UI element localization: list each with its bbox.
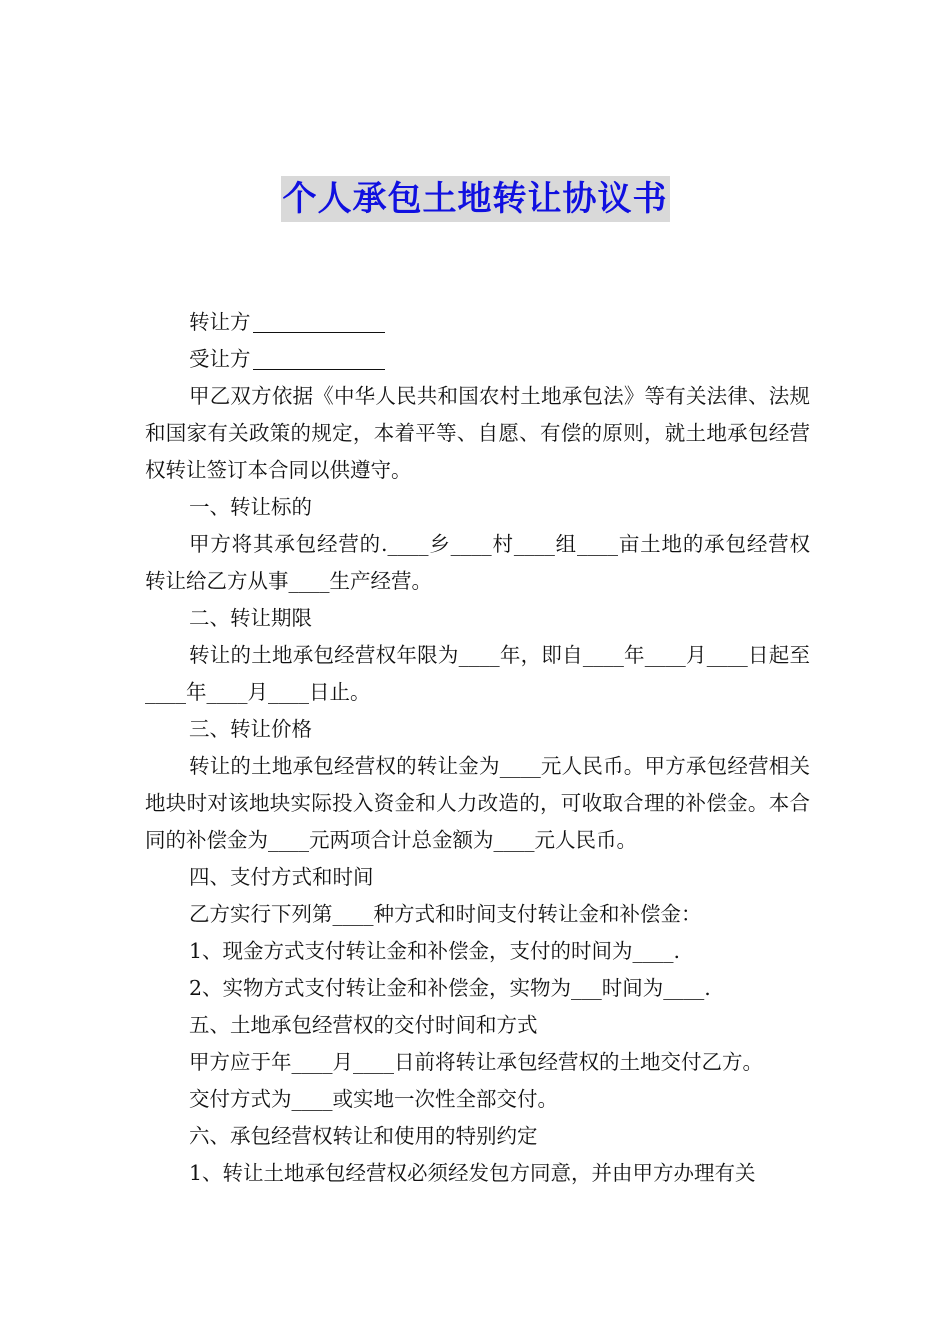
transferee-blank	[253, 345, 385, 370]
section-2-paragraph: 转让的土地承包经营权年限为____年，即自____年____月____日起至____年____月____日止。	[145, 643, 810, 704]
section-1-paragraph: 甲方将其承包经营的.____乡____村____组____亩土地的承包经营权转让给乙方从事____生产经营。	[145, 532, 810, 593]
transferee-label: 受让方	[189, 347, 251, 371]
section-3-paragraph: 转让的土地承包经营权的转让金为____元人民币。甲方承包经营相关地块时对该地块实际投入资金和人力改造的，可收取合理的补偿金。本合同的补偿金为____元两项合计总金额为____元人民币。	[145, 754, 810, 852]
section-heading-1: 一、转让标的	[189, 495, 312, 519]
document-body	[145, 304, 810, 1192]
section-heading-3: 三、转让价格	[189, 717, 312, 741]
title-container	[0, 176, 950, 222]
section-heading-4: 四、支付方式和时间	[189, 865, 374, 889]
transferor-field	[145, 304, 810, 341]
section-5-paragraph-2: 交付方式为____或实地一次性全部交付。	[189, 1087, 558, 1111]
section-6-item-1: 1、转让土地承包经营权必须经发包方同意，并由甲方办理有关	[189, 1161, 756, 1185]
section-heading-2: 二、转让期限	[189, 606, 312, 630]
section-4-item-1: 1、现金方式支付转让金和补偿金，支付的时间为____.	[189, 939, 681, 963]
preamble-paragraph: 甲乙双方依据《中华人民共和国农村土地承包法》等有关法律、法规和国家有关政策的规定，本着平等、自愿、有偿的原则，就土地承包经营权转让签订本合同以供遵守。	[145, 384, 810, 482]
transferor-label: 转让方	[189, 310, 251, 334]
section-4-item-2: 2、实物方式支付转让金和补偿金，实物为___时间为____.	[189, 976, 711, 1000]
transferor-blank	[253, 308, 385, 333]
section-heading-5: 五、土地承包经营权的交付时间和方式	[189, 1013, 538, 1037]
section-5-paragraph-1: 甲方应于年____月____日前将转让承包经营权的土地交付乙方。	[189, 1050, 763, 1074]
transferee-field	[145, 341, 810, 378]
document-title: 个人承包土地转让协议书	[281, 176, 670, 222]
section-4-paragraph: 乙方实行下列第____种方式和时间支付转让金和补偿金：	[189, 902, 702, 926]
section-heading-6: 六、承包经营权转让和使用的特别约定	[189, 1124, 538, 1148]
